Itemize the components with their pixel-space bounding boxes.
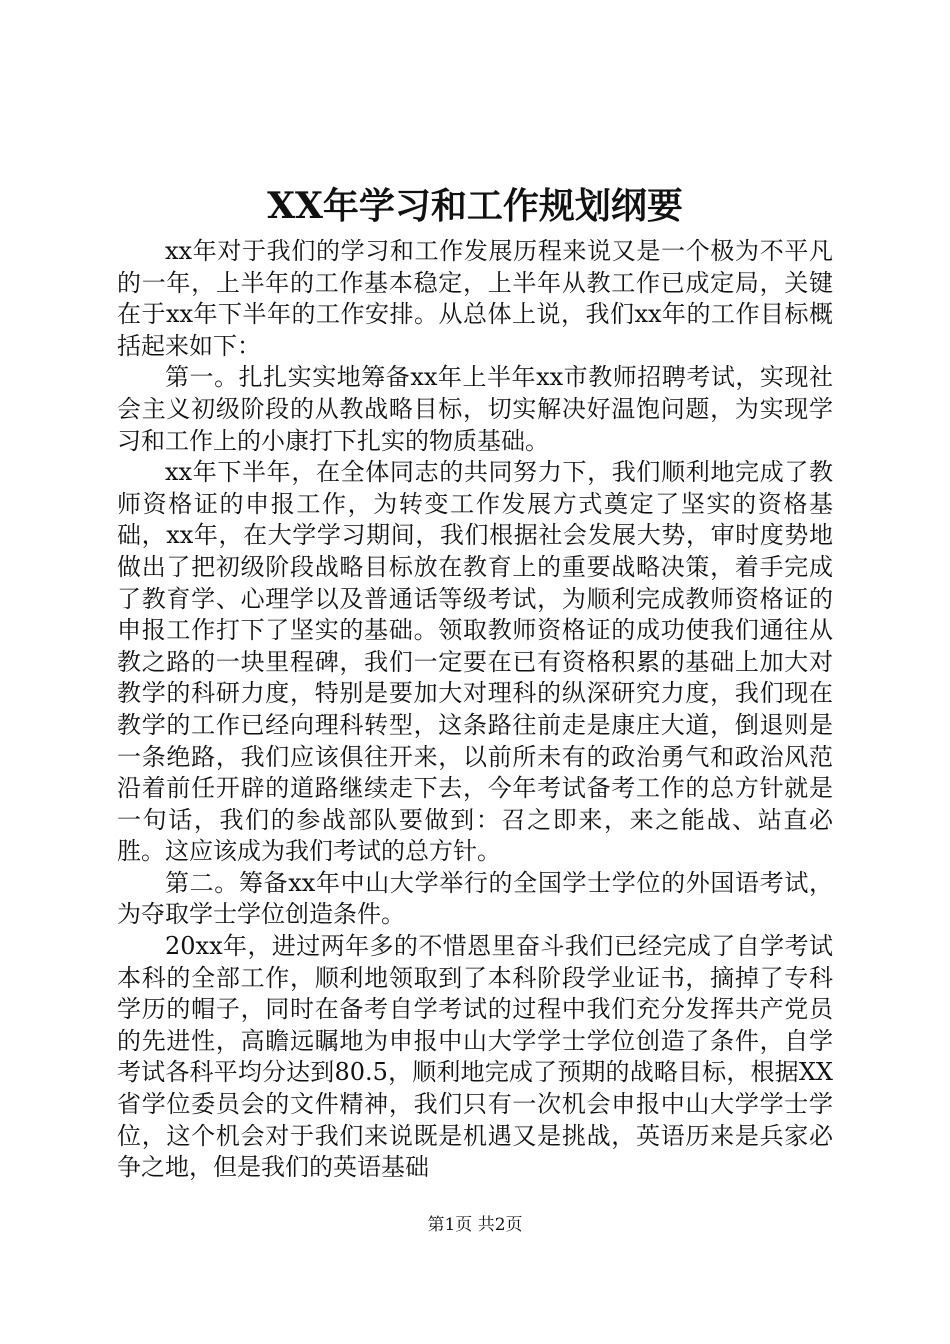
paragraph-self-study: 20xx年，进过两年多的不惜恩里奋斗我们已经完成了自学考试本科的全部工作，顺利地领取到了本科阶段学业证书，摘掉了专科学历的帽子，同时在备考自学考试的过程中我们充分发挥共产党员的先进性，高瞻远瞩地为申报中山大学学士学位创造了条件，自学考试各科平均分达到80.5，顺利地完成了预期的战略目标，根据XX省学位委员会的文件精神，我们只有一次机会申报中山大学学士学位，这个机会对于我们来说既是机遇又是挑战，英语历来是兵家必争之地，但是我们的英语基础 [117,932,833,1182]
paragraph-intro: xx年对于我们的学习和工作发展历程来说又是一个极为不平凡的一年，上半年的工作基本稳定，上半年从教工作已成定局，关键在于xx年下半年的工作安排。从总体上说，我们xx年的工作目标概括起来如下： [117,237,833,360]
document-title: XX年学习和工作规划纲要 [267,185,683,227]
document-body [117,236,833,1184]
paragraph-first-goal: 第一。扎扎实实地筹备xx年上半年xx市教师招聘考试，实现社会主义初级阶段的从教战略目标，切实解决好温饱问题，为实现学习和工作上的小康打下扎实的物质基础。 [117,363,833,455]
paragraph-second-goal: 第二。筹备xx年中山大学举行的全国学士学位的外国语考试，为夺取学士学位创造条件。 [117,868,833,929]
page-indicator: 第1页 共2页 [427,1215,523,1235]
paragraph-teacher-certificate: xx年下半年，在全体同志的共同努力下，我们顺利地完成了教师资格证的申报工作，为转变工作发展方式奠定了坚实的资格基础，xx年，在大学学习期间，我们根据社会发展大势，审时度势地做出了把初级阶段战略目标放在教育上的重要战略决策，着手完成了教育学、心理学以及普通话等级考试，为顺利完成教师资格证的申报工作打下了坚实的基础。领取教师资格证的成功使我们通往从教之路的一块里程碑，我们一定要在已有资格积累的基础上加大对教学的科研力度，特别是要加大对理科的纵深研究力度，我们现在教学的工作已经向理科转型，这条路往前走是康庄大道，倒退则是一条绝路，我们应该俱往开来，以前所未有的政治勇气和政治风范沿着前任开辟的道路继续走下去，今年考试备考工作的总方针就是一句话，我们的参战部队要做到：召之即来，来之能战、站直必胜。这应该成为我们考试的总方针。 [117,458,833,866]
